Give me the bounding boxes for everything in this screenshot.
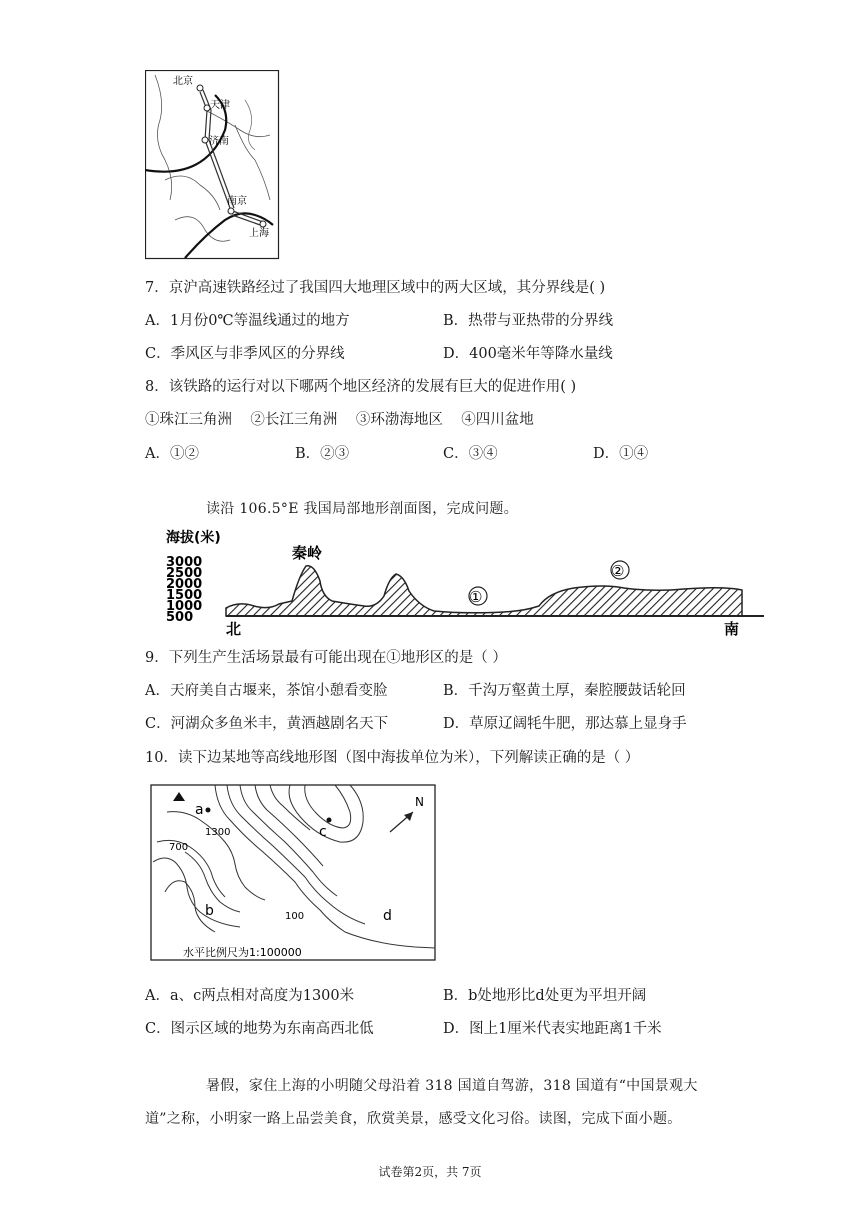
- ytick-1500: 1500: [166, 588, 203, 603]
- profile-ylabel: 海拔(米): [166, 530, 221, 546]
- point-a: a: [195, 802, 204, 818]
- q10-option-b: B．b处地形比d处更为平坦开阔: [443, 988, 647, 1004]
- q10-stem: 10．读下边某地等高线地形图（图中海拔单位为米），下列解读正确的是（ ）: [145, 750, 640, 766]
- page-footer: 试卷第2页，共 7页: [378, 1165, 482, 1179]
- region-1-label: ①: [469, 588, 483, 606]
- city-tianjin: 天津: [210, 100, 230, 111]
- contour-700: 700: [169, 842, 189, 853]
- q9-option-a: A．天府美自古堰来，茶馆小憩看变脸: [145, 683, 388, 699]
- point-b: b: [205, 903, 214, 919]
- q10-option-a: A．a、c两点相对高度为1300米: [145, 988, 355, 1004]
- city-shanghai: 上海: [249, 228, 269, 239]
- south-label: 南: [724, 620, 740, 638]
- contour-1300: 1300: [205, 827, 231, 838]
- region-2-label: ②: [611, 562, 625, 580]
- contour-100: 100: [285, 911, 305, 922]
- q7-option-c: C．季风区与非季风区的分界线: [145, 346, 345, 362]
- profile-intro: 读沿 106.5°E 我国局部地形剖面图，完成问题。: [206, 501, 518, 517]
- q7-option-b: B．热带与亚热带的分界线: [443, 313, 614, 329]
- city-jinan: 济南: [209, 136, 229, 147]
- city-beijing: 北京: [173, 76, 193, 87]
- scale-label: 水平比例尺为1:100000: [183, 946, 302, 959]
- q9-option-c: C．河湖众多鱼米丰，黄酒越剧名天下: [145, 716, 389, 732]
- ytick-3000: 3000: [166, 555, 203, 570]
- point-c: c: [319, 824, 327, 840]
- q9-stem: 9．下列生产生活场景最有可能出现在①地形区的是（ ）: [145, 650, 507, 666]
- q8-option-d: D．①④: [593, 446, 649, 462]
- ytick-2000: 2000: [166, 577, 203, 592]
- intro-318-line2: 道”之称，小明家一路上品尝美食，欣赏美景，感受文化习俗。读图，完成下面小题。: [145, 1111, 682, 1127]
- north-label: 北: [226, 620, 242, 638]
- intro-318-line1: 暑假，家住上海的小明随父母沿着 318 国道自驾游，318 国道有“中国景观大: [206, 1078, 698, 1094]
- q7-stem: 7．京沪高速铁路经过了我国四大地理区域中的两大区域，其分界线是( ): [145, 280, 606, 296]
- ytick-2500: 2500: [166, 566, 203, 581]
- q7-option-a: A．1月份0℃等温线通过的地方: [145, 313, 350, 329]
- q8-option-c: C．③④: [443, 446, 498, 462]
- q8-items: ①珠江三角洲 ②长江三角洲 ③环渤海地区 ④四川盆地: [145, 412, 534, 428]
- q9-option-b: B．千沟万壑黄土厚，秦腔腰鼓话轮回: [443, 683, 686, 699]
- ytick-1000: 1000: [166, 599, 203, 614]
- q10-option-d: D．图上1厘米代表实地距离1千米: [443, 1021, 662, 1037]
- point-d: d: [383, 908, 392, 924]
- q7-option-d: D．400毫米年等降水量线: [443, 346, 613, 362]
- q9-option-d: D．草原辽阔牦牛肥，那达慕上显身手: [443, 716, 687, 732]
- terrain-profile-figure: [164, 526, 764, 638]
- railway-map-figure: [145, 70, 280, 260]
- ytick-500: 500: [166, 610, 194, 625]
- contour-map-figure: [145, 782, 440, 964]
- city-nanjing: 南京: [227, 196, 247, 207]
- q8-option-b: B．②③: [295, 446, 350, 462]
- q8-stem: 8．该铁路的运行对以下哪两个地区经济的发展有巨大的促进作用( ): [145, 379, 577, 395]
- north-arrow-label: N: [415, 795, 424, 809]
- peak-label: 秦岭: [292, 544, 323, 562]
- q10-option-c: C．图示区域的地势为东南高西北低: [145, 1021, 374, 1037]
- q8-option-a: A．①②: [145, 446, 199, 462]
